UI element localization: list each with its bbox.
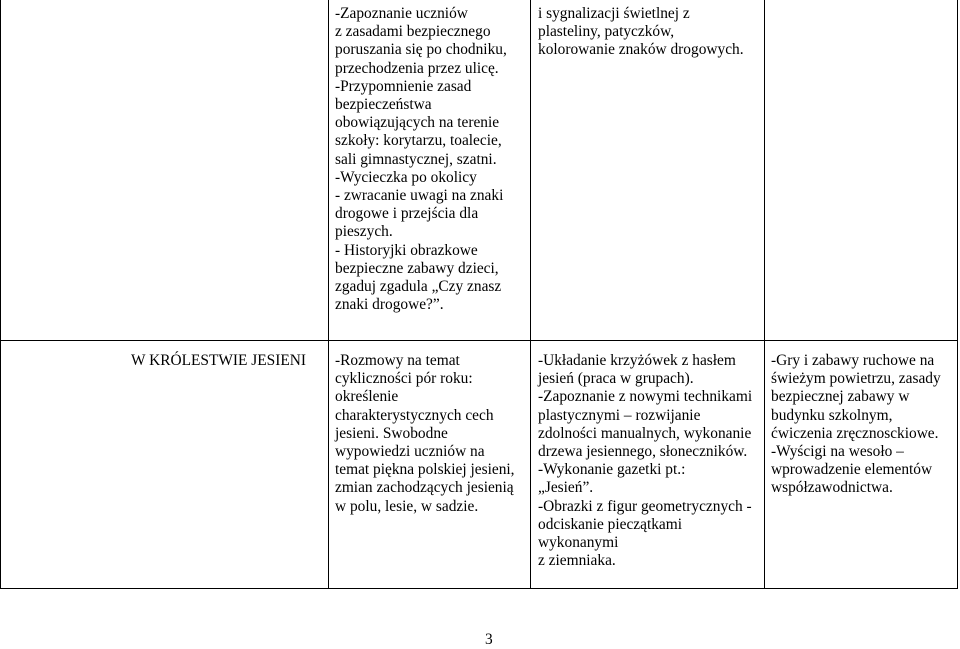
text-line: współzawodnictwa.: [771, 479, 893, 497]
section-heading: W KRÓLESTWIE JESIENI: [131, 352, 306, 369]
text-line: zdolności manualnych, wykonanie: [538, 424, 752, 442]
row2-activities-cell: [335, 352, 527, 516]
text-line: -Wykonanie gazetki pt.:: [538, 461, 686, 479]
text-line: plastycznymi – rozwijanie: [538, 406, 701, 424]
text-line: bezpiecznej zabawy w: [771, 388, 910, 406]
text-line: charakterystycznych cech: [335, 406, 494, 424]
text-line: określenie: [335, 388, 399, 406]
text-line: bezpieczeństwa: [335, 96, 432, 114]
text-line: jesieni. Swobodne: [335, 424, 448, 442]
table-border-col-1: [328, 0, 329, 589]
text-line: -Zapoznanie uczniów: [335, 5, 468, 22]
text-line: - zwracanie uwagi na znaki: [335, 187, 504, 205]
text-line: wykonanymi: [538, 534, 619, 552]
row2-art-cell: [538, 352, 762, 570]
text-line: wprowadzenie elementów: [771, 461, 933, 479]
row1-art-cell: [538, 5, 760, 60]
text-line: -Obrazki z figur geometrycznych -: [538, 497, 752, 515]
table-border-right: [957, 0, 958, 589]
text-line: przechodzenia przez ulicę.: [335, 59, 499, 77]
text-line: i sygnalizacji świetlnej z: [538, 5, 690, 22]
text-line: -Wycieczka po okolicy: [335, 168, 477, 186]
row2-physical-cell: [771, 352, 955, 498]
text-line: odciskanie pieczątkami: [538, 515, 683, 533]
text-line: poruszania się po chodniku,: [335, 41, 507, 59]
text-line: szkoły: korytarzu, toalecie,: [335, 132, 502, 150]
text-line: znaki drogowe?”.: [335, 296, 444, 314]
text-line: w polu, lesie, w sadzie.: [335, 497, 479, 515]
table-border-col-3: [764, 0, 765, 589]
text-line: drzewa jesiennego, słoneczników.: [538, 443, 748, 461]
table-border-col-2: [530, 0, 531, 589]
table-border-bottom: [0, 588, 958, 589]
text-line: -Przypomnienie zasad: [335, 77, 472, 95]
text-line: -Gry i zabawy ruchowe na: [771, 352, 935, 369]
page-number: 3: [485, 631, 493, 648]
text-line: -Układanie krzyżówek z hasłem: [538, 352, 736, 369]
text-line: zmian zachodzących jesienią: [335, 479, 514, 497]
text-line: obowiązujących na terenie: [335, 114, 500, 132]
text-line: -Rozmowy na temat: [335, 352, 460, 369]
row1-activities-cell: [335, 5, 525, 314]
table-row-divider: [0, 340, 958, 341]
text-line: zgaduj zgadula „Czy znasz: [335, 278, 502, 296]
text-line: ćwiczenia zręcznosckiowe.: [771, 424, 939, 442]
text-line: drogowe i przejścia dla: [335, 205, 479, 223]
text-line: budynku szkolnym,: [771, 406, 893, 424]
text-line: wypowiedzi uczniów na: [335, 443, 485, 461]
text-line: sali gimnastycznej, szatni.: [335, 150, 497, 168]
table-border-left: [0, 0, 1, 589]
text-line: - Historyjki obrazkowe: [335, 241, 478, 259]
text-line: -Wyścigi na wesoło –: [771, 443, 904, 461]
text-line: jesień (praca w grupach).: [538, 370, 694, 388]
text-line: „Jesień”.: [538, 479, 594, 497]
text-line: kolorowanie znaków drogowych.: [538, 41, 744, 59]
text-line: z ziemniaka.: [538, 552, 616, 570]
text-line: cykliczności pór roku:: [335, 370, 473, 388]
text-line: temat piękna polskiej jesieni,: [335, 461, 515, 479]
text-line: bezpieczne zabawy dzieci,: [335, 259, 499, 277]
text-line: plasteliny, patyczków,: [538, 23, 675, 41]
text-line: z zasadami bezpiecznego: [335, 23, 491, 41]
text-line: -Zapoznanie z nowymi technikami: [538, 388, 753, 406]
text-line: pieszych.: [335, 223, 393, 241]
text-line: świeżym powietrzu, zasady: [771, 370, 941, 388]
